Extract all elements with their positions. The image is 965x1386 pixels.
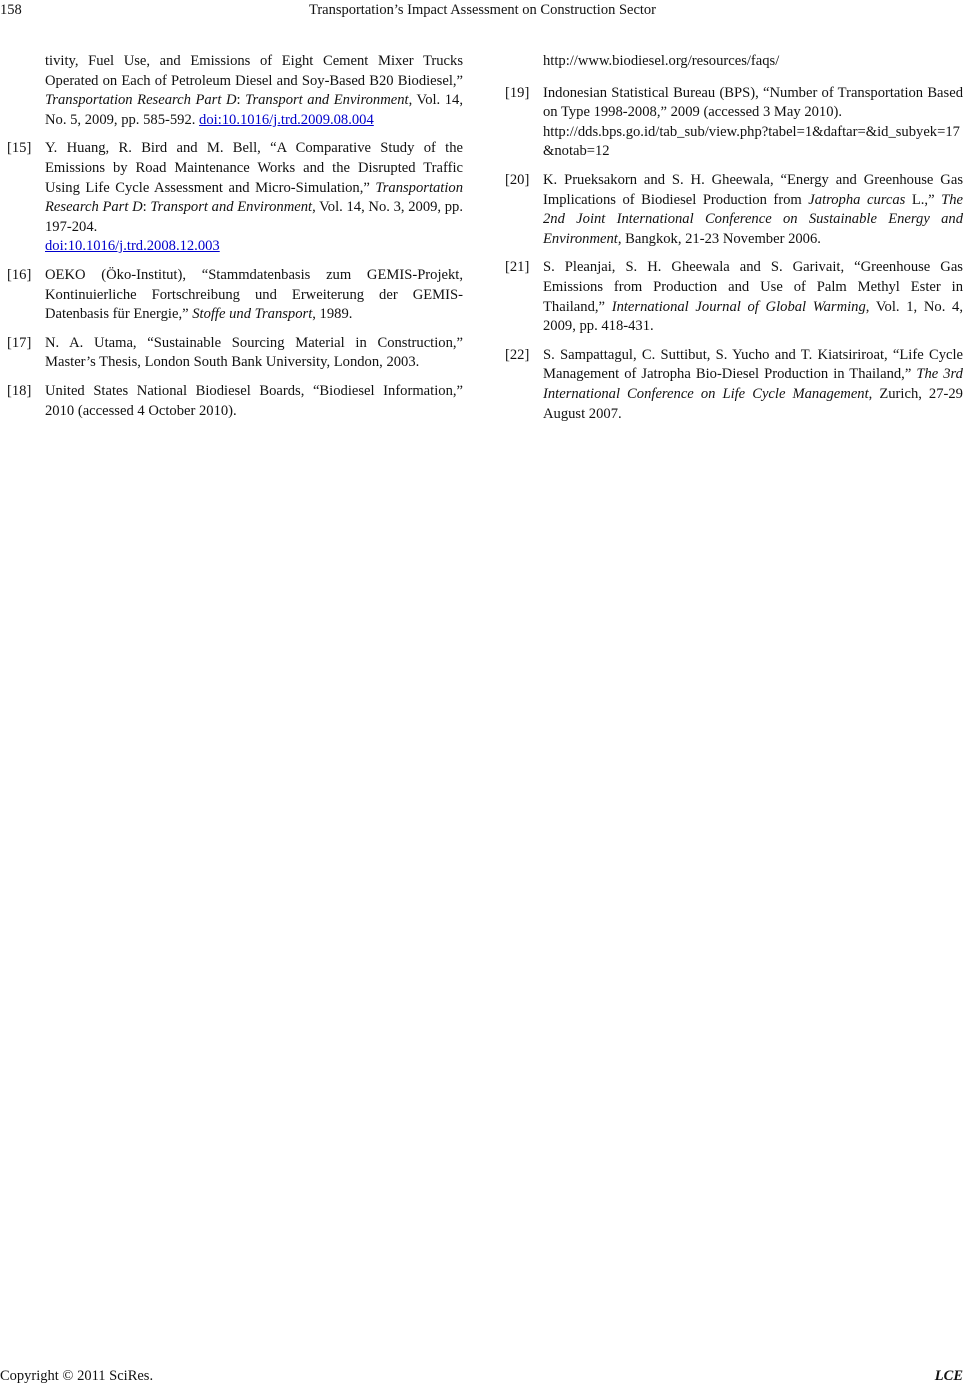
ref-number: [15]: [7, 140, 32, 157]
ref-details: , Vol. 14, No. 5, 2009, pp. 585-592.: [45, 92, 463, 128]
ref-number: [21]: [505, 259, 530, 276]
ref-journal-sub: Transport and Environment: [245, 92, 409, 109]
reference-18-continuation: [505, 52, 963, 72]
ref-text: Y. Huang, R. Bird and M. Bell, “A Comparative Study of the Emissions by Road Maintenance Works and the Disrupted Traffic Using Life Cycle Assessment and Micro-Simulation,”: [45, 140, 463, 196]
left-column: [7, 52, 463, 430]
reference-15: [7, 139, 463, 257]
ref-text: tivity, Fuel Use, and Emissions of Eight Cement Mixer Trucks Operated on Each of Petroleum Diesel and Soy-Based B20 Biodiesel,”: [45, 53, 463, 89]
reference-19: [505, 84, 963, 162]
running-title: Transportation’s Impact Assessment on Construction Sector: [308, 2, 657, 18]
ref-text: Indonesian Statistical Bureau (BPS), “Number of Transportation Based on Type 1998-2008,” 2009 (accessed 3 May 2010).: [543, 84, 963, 121]
ref-number: [22]: [505, 346, 530, 363]
ref-text: OEKO (Öko-Institut), “Stammdatenbasis zum GEMIS-Projekt, Kontinuierliche Fortschreibung und Erweiterung der GEMIS-Datenbasis für Energie,”: [45, 266, 463, 323]
reference-16: [7, 266, 463, 325]
ref-text: N. A. Utama, “Sustainable Sourcing Material in Construction,” Master’s Thesis, London South Bank University, London, 2003.: [45, 334, 463, 371]
doi-link[interactable]: doi:10.1016/j.trd.2009.08.004: [199, 111, 374, 128]
ref-separator: :: [236, 92, 246, 109]
ref-details: , 1989.: [312, 306, 353, 323]
reference-17: [7, 334, 463, 373]
ref-text: S. Pleanjai, S. H. Gheewala and S. Garivait, “Greenhouse Gas Emissions from Production and Use of Palm Methyl Ester in Thailand,”: [543, 259, 963, 315]
ref-journal: Transportation Research Part D: [45, 179, 463, 216]
ref-separator: :: [142, 199, 151, 216]
right-column: [505, 52, 963, 433]
ref-journal: International Journal of Global Warming: [611, 298, 866, 315]
doi-link[interactable]: doi:10.1016/j.trd.2008.12.003: [45, 238, 220, 255]
ref-conference: The 2nd Joint International Conference on Sustainable Energy and Environment: [543, 191, 963, 247]
ref-text: United States National Biodiesel Boards, “Biodiesel Information,” 2010 (accessed 4 October 2010).: [45, 382, 463, 419]
ref-conference: The 3rd International Conference on Life Cycle Management: [543, 366, 963, 402]
reference-18: [7, 382, 463, 421]
copyright-notice: Copyright © 2011 SciRes.: [0, 1368, 154, 1384]
ref-journal: Transportation Research Part D: [45, 92, 237, 109]
ref-number: [17]: [7, 334, 32, 351]
ref-details: , Bangkok, 21-23 November 2006.: [617, 230, 821, 247]
ref-details: , Vol. 14, No. 3, 2009, pp. 197-204.: [45, 199, 463, 235]
ref-separator: L.,”: [905, 191, 942, 208]
ref-text: S. Sampattagul, C. Suttibut, S. Yucho and T. Kiatsiriroat, “Life Cycle Management of Jatropha Bio-Diesel Production in Thailand,”: [543, 346, 963, 383]
ref-text: K. Prueksakorn and S. H. Gheewala, “Energy and Greenhouse Gas Implications of Biodiesel Production from: [543, 171, 963, 208]
reference-21: [505, 258, 963, 336]
ref-number: [19]: [505, 84, 530, 101]
ref-number: [20]: [505, 171, 530, 188]
reference-22: [505, 346, 963, 424]
ref-number: [16]: [7, 266, 32, 283]
ref-url: http://dds.bps.go.id/tab_sub/view.php?tabel=1&daftar=&id_subyek=17&notab=12: [543, 123, 960, 160]
ref-journal-sub: Transport and Environment: [150, 199, 313, 216]
ref-number: [18]: [7, 382, 32, 399]
ref-url: http://www.biodiesel.org/resources/faqs/: [543, 53, 780, 69]
ref-details: , Zurich, 27-29 August 2007.: [543, 385, 963, 422]
journal-abbreviation: LCE: [934, 1368, 963, 1384]
ref-details: , Vol. 1, No. 4, 2009, pp. 418-431.: [543, 298, 963, 335]
ref-species: Jatropha curcas: [808, 191, 906, 208]
ref-journal: Stoffe und Transport: [192, 306, 313, 323]
reference-14-continuation: [7, 52, 463, 130]
page-number: 158: [0, 2, 22, 18]
reference-20: [505, 171, 963, 249]
